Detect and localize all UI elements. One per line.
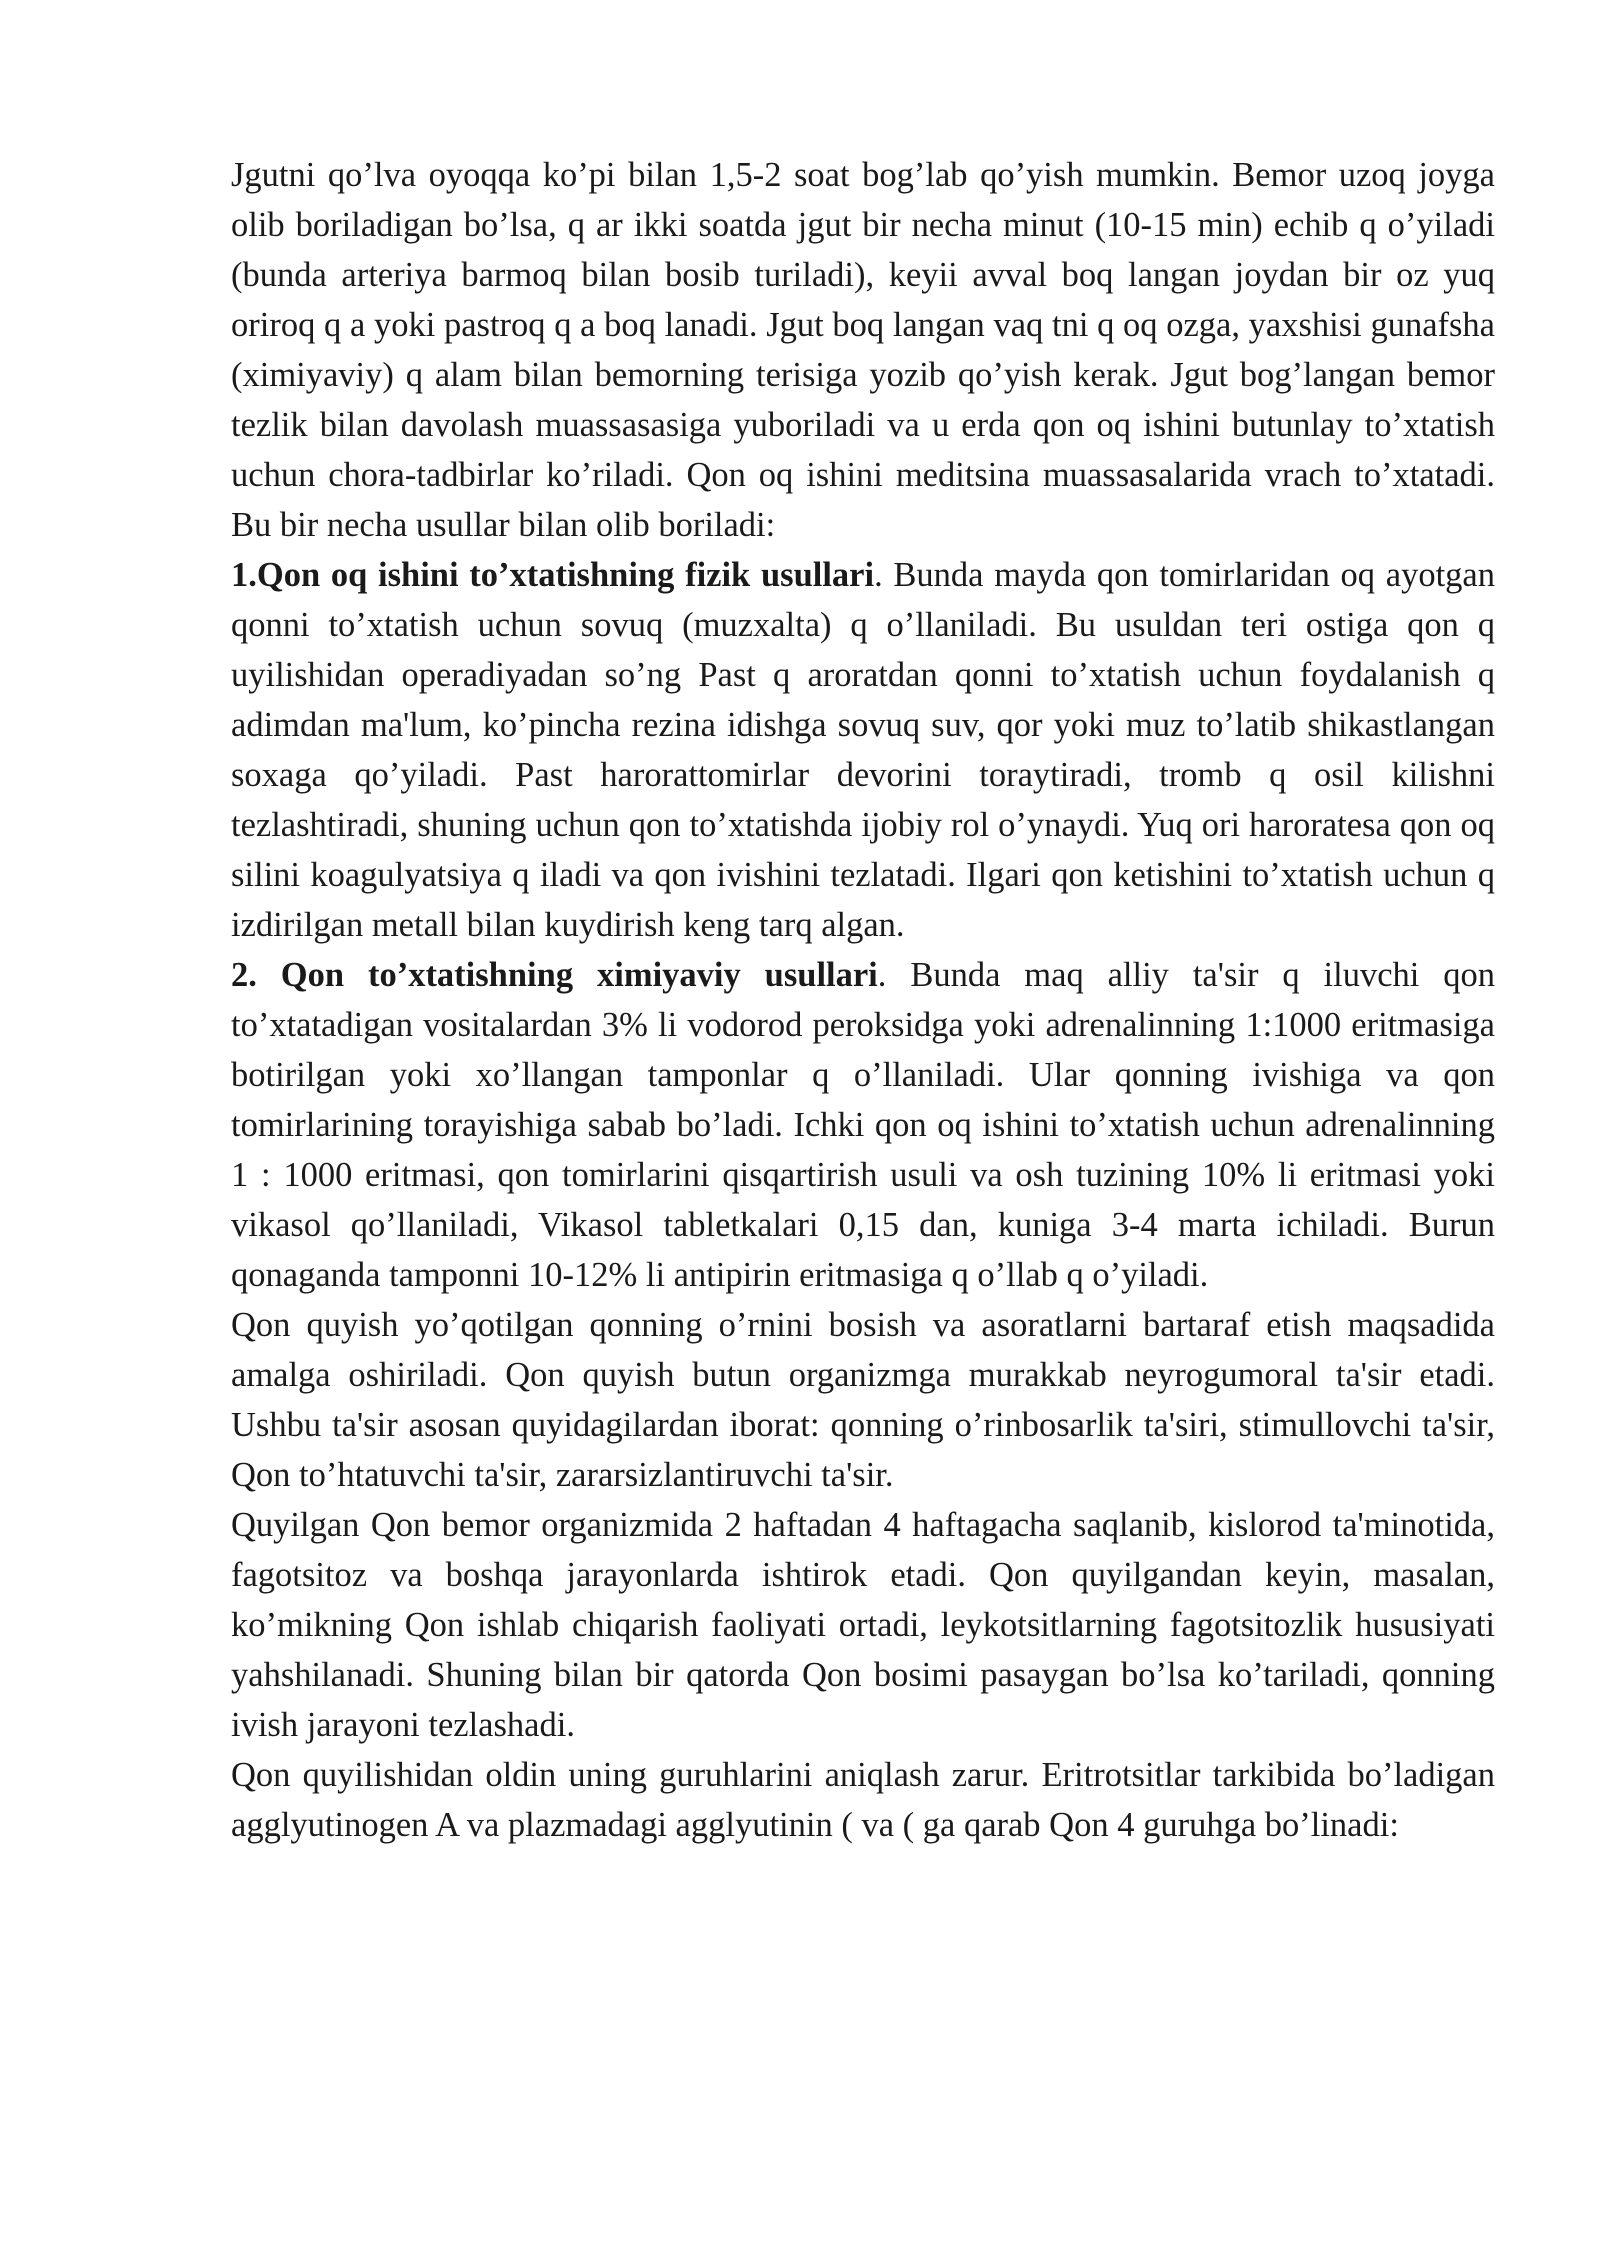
paragraph-transfusion: Qon quyish yo’qotilgan qonning o’rnini bosish va asoratlarni bartaraf etish maqsadida amalga oshiriladi. Qon quyish butun organizmga murakkab neyrogumoral ta'sir etadi. Ushbu ta'sir asosan quyidagilardan iborat: qonning o’rinbosarlik ta'siri, stimullovchi ta'sir, Qon to’htatuvchi ta'sir, zararsizlantiruvchi ta'sir. bbox=[231, 1306, 1495, 1494]
section-text-chemical: . Bunda maq alliy ta'sir q iluvchi qon to’xtatadigan vositalardan 3% li vodorod peroksidga yoki adrenalinning 1:1000 eritmasiga botirilgan yoki xo’llangan tamponlar q o’llaniladi. Ular qonning ivishiga va qon tomirlarining torayishiga sabab bo’ladi. Ichki qon oq ishini to’xtatish uchun adrenalinning 1 : 1000 eritmasi, qon tomirlarini qisqartirish usuli va osh tuzining 10% li eritmasi yoki vikasol qo’llaniladi, Vikasol tabletkalari 0,15 dan, kuniga 3-4 marta ichiladi. Burun qonaganda tamponni 10-12% li antipirin eritmasiga q o’llab q o’yiladi. bbox=[231, 956, 1496, 1294]
section-text-physical: . Bunda mayda qon tomirlaridan oq ayotgan qonni to’xtatish uchun sovuq (muzxalta) q o’llaniladi. Bu usuldan teri ostiga qon q uyilishidan operadiyadan so’ng Past q aroratdan qonni to’xtatish uchun foydalanish q adimdan ma'lum, ko’pincha rezina idishga sovuq suv, qor yoki muz to’latib shikastlangan soxaga qo’yiladi. Past harorattomirlar devorini toraytiradi, tromb q osil kilishni tezlashtiradi, shuning uchun qon to’xtatishda ijobiy rol o’ynaydi. Yuq ori haroratesa qon oq silini koagulyatsiya q iladi va qon ivishini tezlatadi. Ilgari qon ketishini to’xtatish uchun q izdirilgan metall bilan kuydirish keng tarq algan. bbox=[231, 556, 1495, 944]
section-heading-physical: 1.Qon oq ishini to’xtatishning fizik usullari bbox=[231, 556, 875, 594]
paragraph-transfused-blood: Quyilgan Qon bemor organizmida 2 haftadan 4 haftagacha saqlanib, kislorod ta'minotida, fagotsitoz va boshqa jarayonlarda ishtirok etadi. Qon quyilgandan keyin, masalan, ko’mikning Qon ishlab chiqarish faoliyati ortadi, leykotsitlarning fagotsitozlik hususiyati yahshilanadi. Shuning bilan bir qatorda Qon bosimi pasaygan bo’lsa ko’tariladi, qonning ivish jarayoni tezlashadi. bbox=[231, 1506, 1495, 1744]
section-heading-chemical: 2. Qon to’xtatishning ximiyaviy usullari bbox=[231, 956, 878, 994]
section-chemical-methods bbox=[231, 950, 1495, 1300]
section-physical-methods bbox=[231, 550, 1495, 950]
paragraph-tourniquet: Jgutni qo’lva oyoqqa ko’pi bilan 1,5-2 soat bog’lab qo’yish mumkin. Bemor uzoq joyga olib boriladigan bo’lsa, q ar ikki soatda jgut bir necha minut (10-15 min) echib q o’yiladi (bunda arteriya barmoq bilan bosib turiladi), keyii avval boq langan joydan bir oz yuq oriroq q a yoki pastroq q a boq lanadi. Jgut boq langan vaq tni q oq ozga, yaxshisi gunafsha (ximiyaviy) q alam bilan bemorning terisiga yozib qo’yish kerak. Jgut bog’langan bemor tezlik bilan davolash muassasasiga yuboriladi va u erda qon oq ishini butunlay to’xtatish uchun chora-tadbirlar ko’riladi. Qon oq ishini meditsina muassasalarida vrach to’xtatadi. Bu bir necha usullar bilan olib boriladi: bbox=[231, 156, 1495, 544]
document-page bbox=[231, 150, 1495, 1850]
paragraph-blood-groups: Qon quyilishidan oldin uning guruhlarini aniqlash zarur. Eritrotsitlar tarkibida bo’ladigan agglyutinogen A va plazmadagi agglyutinin ( va ( ga qarab Qon 4 guruhga bo’linadi: bbox=[231, 1756, 1495, 1844]
